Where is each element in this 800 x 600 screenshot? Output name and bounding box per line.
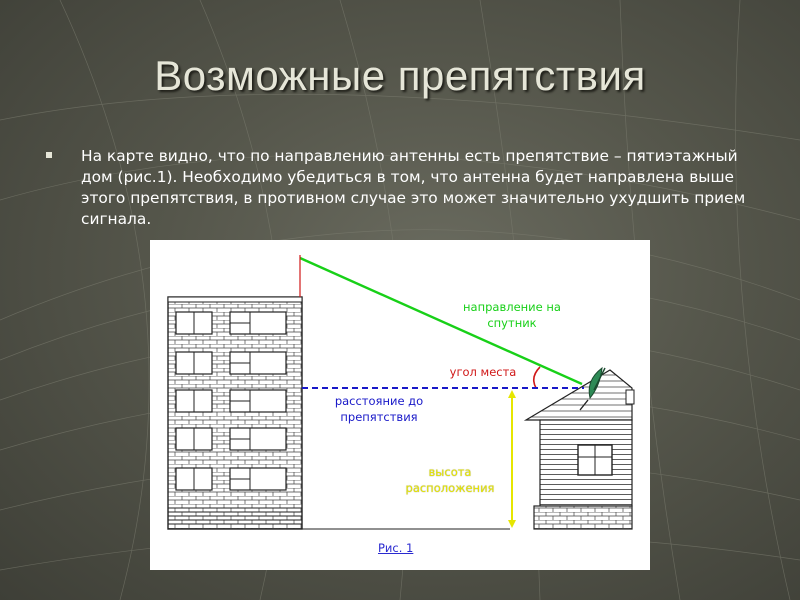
figure-caption: Рис. 1 bbox=[378, 541, 414, 555]
label-height: высота расположения bbox=[405, 465, 495, 495]
height-line bbox=[508, 390, 516, 528]
house bbox=[526, 370, 634, 529]
bullet-marker bbox=[46, 152, 52, 158]
bullet-text: На карте видно, что по направлению антенны есть препятствие – пятиэтажный дом (рис.1). Необходимо убедиться в том, что антенна будет направлена выше этого препятствия, в противном случае это может значительно ухудшить прием сигнала. bbox=[81, 147, 746, 228]
angle-arc bbox=[534, 367, 540, 388]
label-distance: расстояние до препятствия bbox=[334, 394, 424, 424]
apartment-building bbox=[168, 297, 302, 529]
label-angle: угол места bbox=[449, 365, 517, 379]
label-direction: направление на спутник bbox=[463, 300, 561, 330]
bullet-item bbox=[46, 146, 746, 230]
slide-title: Возможные препятствия bbox=[154, 52, 646, 99]
figure-illustration bbox=[150, 240, 650, 570]
